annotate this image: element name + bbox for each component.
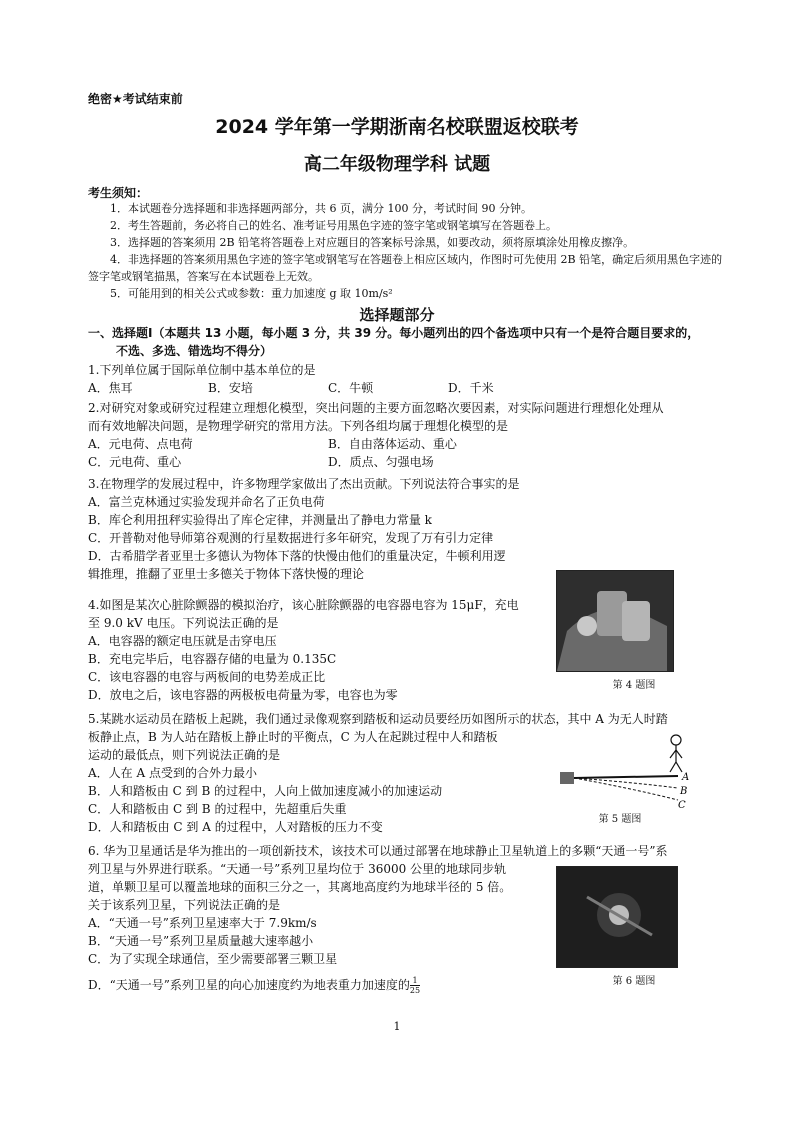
option-b: B．库仑利用扭秤实验得出了库仑定律，并测量出了静电力常量 k bbox=[88, 513, 432, 527]
label-b: B bbox=[680, 786, 688, 797]
fraction bbox=[410, 976, 420, 995]
question-1 bbox=[88, 361, 728, 397]
question-stem: 3.在物理学的发展过程中，许多物理学家做出了杰出贡献。下列说法符合事实的是 bbox=[88, 477, 520, 491]
label-c: C bbox=[678, 800, 686, 811]
options bbox=[88, 379, 728, 397]
page-number: 1 bbox=[393, 1020, 401, 1033]
exam-title: 2024 学年第一学期浙南名校联盟返校联考 bbox=[215, 116, 579, 138]
question-stem-cont: 关于该系列卫星，下列说法正确的是 bbox=[88, 898, 281, 912]
option-a: A．人在 A 点受到的合外力最小 bbox=[88, 766, 257, 780]
exam-subtitle: 高二年级物理学科 试题 bbox=[303, 154, 491, 175]
option-b: B．自由落体运动、重心 bbox=[328, 437, 457, 451]
option-c: C．牛顿 bbox=[328, 381, 374, 395]
label-a: A bbox=[682, 772, 690, 783]
diving-board-diagram bbox=[560, 728, 700, 820]
section-heading: 选择题部分 bbox=[359, 306, 435, 324]
question-3 bbox=[88, 475, 728, 583]
question-stem: 6. 华为卫星通话是华为推出的一项创新技术，该技术可以通过部署在地球静止卫星轨道上的多颗“天通一号”系 bbox=[88, 844, 668, 858]
option-c: C．该电容器的电容与两板间的电势差成正比 bbox=[88, 670, 326, 684]
fraction-denominator: 25 bbox=[409, 986, 421, 995]
question-stem-cont: 道，单颗卫星可以覆盖地球的面积三分之一，其离地高度约为地球半径的 5 倍。 bbox=[88, 880, 512, 894]
option-d: D．放电之后，该电容器的两极板电荷量为零，电容也为零 bbox=[88, 688, 398, 702]
satellite-photo bbox=[556, 866, 678, 968]
question-stem: 4.如图是某次心脏除颤器的模拟治疗，该心脏除颤器的电容器电容为 15μF，充电 bbox=[88, 598, 519, 612]
figure-5-caption: 第 5 题图 bbox=[598, 814, 642, 825]
question-stem: 1.下列单位属于国际单位制中基本单位的是 bbox=[88, 363, 316, 377]
question-stem-cont: 而有效地解决问题，是物理学研究的常用方法。下列各组均属于理想化模型的是 bbox=[88, 419, 509, 433]
question-stem-cont: 运动的最低点，则下列说法正确的是 bbox=[88, 748, 281, 762]
option-b: B．充电完毕后，电容器存储的电量为 0.135C bbox=[88, 652, 337, 666]
notice-list bbox=[88, 200, 728, 302]
option-d: D．千米 bbox=[448, 381, 494, 395]
option-a: A．富兰克林通过实验发现并命名了正负电荷 bbox=[88, 495, 325, 509]
option-d: D．古希腊学者亚里士多德认为物体下落的快慢由他们的重量决定，牛顿利用逻 bbox=[88, 549, 506, 563]
part-line-2: 不选、多选、错选均不得分） bbox=[116, 344, 273, 358]
option-c: C．为了实现全球通信，至少需要部署三颗卫星 bbox=[88, 952, 338, 966]
option-d: D．质点、匀强电场 bbox=[328, 455, 434, 469]
option-d-cont: 辑推理，推翻了亚里士多德关于物体下落快慢的理论 bbox=[88, 567, 365, 581]
options bbox=[88, 435, 728, 453]
question-stem: 2.对研究对象或研究过程建立理想化模型，突出问题的主要方面忽略次要因素，对实际问题进行理想化处理从 bbox=[88, 401, 664, 415]
confidential-mark: 绝密★考试结束前 bbox=[88, 92, 183, 106]
part-instructions bbox=[88, 324, 728, 360]
option-c: C．元电荷、重心 bbox=[88, 455, 182, 469]
option-b: B．“天通一号”系列卫星质量越大速率越小 bbox=[88, 934, 314, 948]
notice-heading: 考生须知： bbox=[88, 186, 149, 200]
figure-4-caption: 第 4 题图 bbox=[612, 680, 656, 691]
option-b: B．人和踏板由 C 到 B 的过程中，人向上做加速度减小的加速运动 bbox=[88, 784, 443, 798]
question-stem-cont: 板静止点，B 为人站在踏板上静止时的平衡点，C 为人在起跳过程中人和踏板 bbox=[88, 730, 498, 744]
question-stem-cont: 列卫星与外界进行联系。“天通一号”系列卫星均位于 36000 公里的地球同步轨 bbox=[88, 862, 507, 876]
fraction-numerator: 1 bbox=[410, 976, 420, 986]
question-stem-cont: 至 9.0 kV 电压。下列说法正确的是 bbox=[88, 616, 279, 630]
option-a: A．焦耳 bbox=[88, 381, 133, 395]
option-c: C．开普勒对他导师第谷观测的行星数据进行多年研究，发现了万有引力定律 bbox=[88, 531, 494, 545]
options bbox=[88, 453, 728, 471]
notice-item: 4．非选择题的答案须用黑色字迹的签字笔或钢笔写在答题卷上相应区域内，作图时可先使用 2B 铅笔，确定后须用黑色字迹的签字笔或钢笔描黑，答案写在本试题卷上无效。 bbox=[88, 253, 723, 283]
option-a: A．“天通一号”系列卫星速率大于 7.9km/s bbox=[88, 916, 317, 930]
option-b: B．安培 bbox=[208, 381, 253, 395]
option-a: A．电容器的额定电压就是击穿电压 bbox=[88, 634, 277, 648]
question-4 bbox=[88, 596, 728, 704]
option-d-text: D．“天通一号”系列卫星的向心加速度约为地表重力加速度的 bbox=[88, 978, 410, 992]
notice-item: 1．本试题卷分选择题和非选择题两部分，共 6 页，满分 100 分，考试时间 90 分钟。 bbox=[110, 202, 532, 215]
figure-6-caption: 第 6 题图 bbox=[612, 976, 656, 987]
option-d: D．人和踏板由 C 到 A 的过程中，人对踏板的压力不变 bbox=[88, 820, 383, 834]
notice-item: 2．考生答题前，务必将自己的姓名、准考证号用黑色字迹的签字笔或钢笔填写在答题卷上。 bbox=[110, 219, 557, 232]
part-line-1: 一、选择题Ⅰ（本题共 13 小题，每小题 3 分，共 39 分。每小题列出的四个备选项中只有一个是符合题目要求的， bbox=[88, 326, 700, 340]
notice-item: 5．可能用到的相关公式或参数：重力加速度 g 取 10m/s² bbox=[110, 287, 393, 300]
notice-item: 3．选择题的答案须用 2B 铅笔将答题卷上对应题目的答案标号涂黑，如要改动，须将原填涂处用橡皮擦净。 bbox=[110, 236, 635, 249]
question-2 bbox=[88, 399, 728, 471]
question-stem: 5.某跳水运动员在踏板上起跳，我们通过录像观察到踏板和运动员要经历如图所示的状态，其中 A 为无人时踏 bbox=[88, 712, 668, 726]
option-a: A．元电荷、点电荷 bbox=[88, 437, 193, 451]
option-c: C．人和踏板由 C 到 B 的过程中，先超重后失重 bbox=[88, 802, 347, 816]
